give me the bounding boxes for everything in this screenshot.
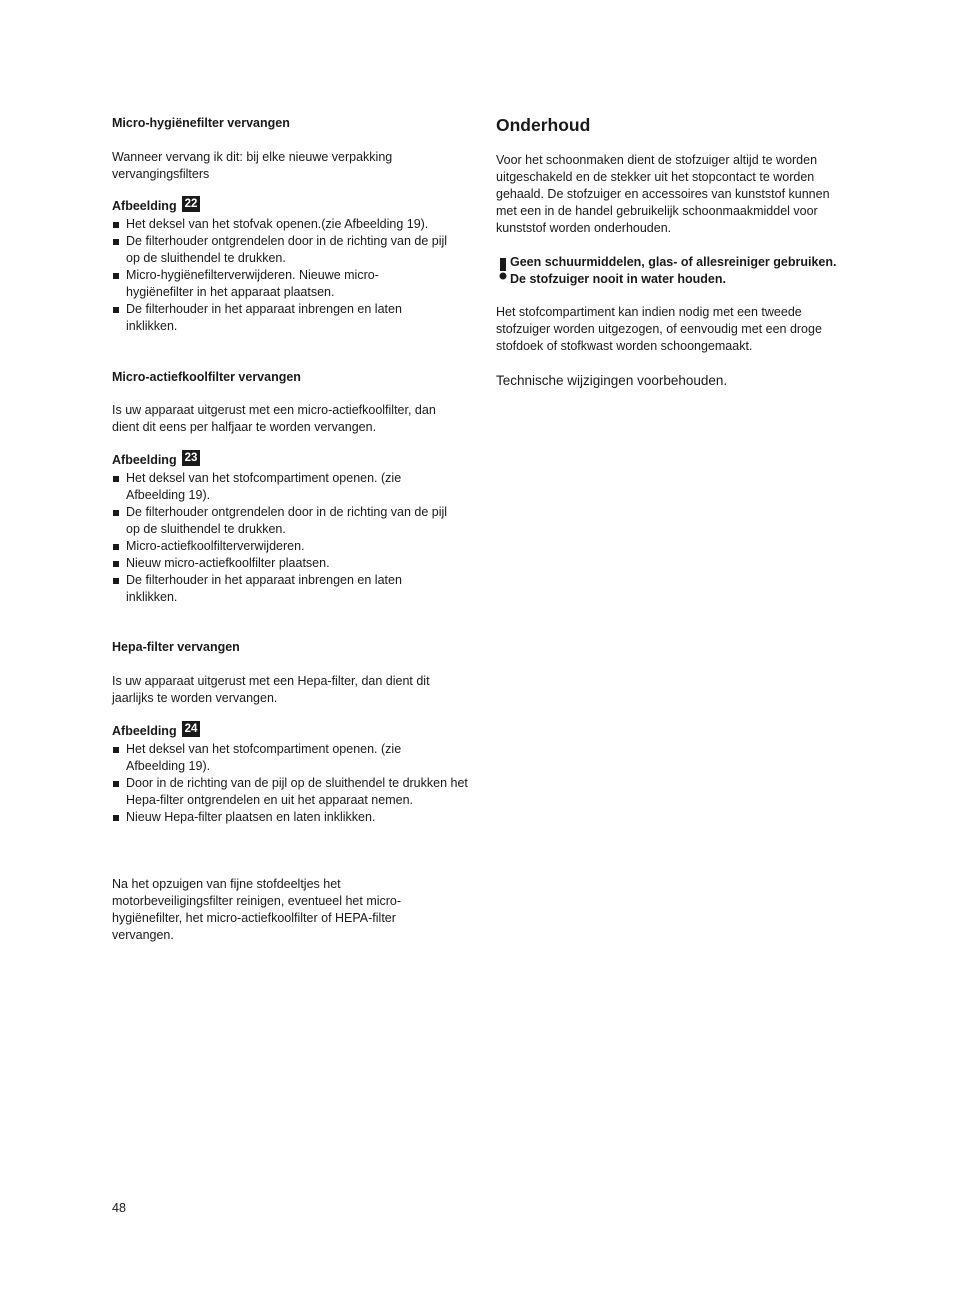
square-bullet-icon [113, 747, 119, 753]
square-bullet-icon [113, 307, 119, 313]
exclamation-icon [498, 258, 508, 280]
list-item: Het deksel van het stofcompartiment openen. (zie Afbeelding 19). [112, 470, 436, 504]
square-bullet-icon [113, 273, 119, 279]
closing-note: Na het opzuigen van fijne stofdeeltjes het motorbeveiligingsfilter reinigen, eventueel het micro-hygiënefilter, het micro-actiefkoolfilter of HEPA-filter vervangen. [112, 877, 402, 942]
maintenance-heading: Onderhoud [496, 115, 591, 135]
section-heading-hepa: Hepa-filter vervangen [112, 640, 240, 654]
square-bullet-icon [113, 222, 119, 228]
figure-label: Afbeelding [112, 453, 177, 467]
square-bullet-icon [113, 510, 119, 516]
list-item: De filterhouder in het apparaat inbrengen en laten inklikken. [112, 301, 436, 335]
square-bullet-icon [113, 561, 119, 567]
warning-notice [496, 254, 841, 288]
figure-number-badge: 23 [182, 450, 201, 466]
disclaimer-text: Technische wijzigingen voorbehouden. [496, 373, 728, 388]
square-bullet-icon [113, 578, 119, 584]
list-item: De filterhouder in het apparaat inbrengen en laten inklikken. [112, 572, 436, 606]
list-item: Het deksel van het stofcompartiment openen. (zie Afbeelding 19). [112, 741, 436, 775]
list-item: Micro-hygiënefilterverwijderen. Nieuwe micro-hygiënefilter in het apparaat plaatsen. [112, 267, 396, 301]
steps-list-hepa [112, 741, 468, 826]
square-bullet-icon [113, 239, 119, 245]
maintenance-intro: Voor het schoonmaken dient de stofzuiger altijd te worden uitgeschakeld en de stekker uit het stopcontact te worden gehaald. De stofzuiger en accessoires van kunststof kunnen met een in de handel gebruikelijk schoonmaakmiddel voor kunststof worden onderhouden. [496, 153, 830, 235]
section-intro-micro-hygiene: Wanneer vervang ik dit: bij elke nieuwe verpakking vervangingsfilters [112, 150, 393, 181]
figure-number-badge: 22 [182, 196, 201, 212]
square-bullet-icon [113, 544, 119, 550]
warning-text: Geen schuurmiddelen, glas- of allesreiniger gebruiken. De stofzuiger nooit in water houden. [510, 255, 837, 286]
list-item: Micro-actiefkoolfilterverwijderen. [112, 538, 457, 555]
figure-reference-23 [112, 452, 200, 469]
section-intro-micro-carbon: Is uw apparaat uitgerust met een micro-actiefkoolfilter, dan dient dit eens per halfjaar te worden vervangen. [112, 403, 436, 434]
list-item: Nieuw Hepa-filter plaatsen en laten inklikken. [112, 809, 457, 826]
square-bullet-icon [113, 781, 119, 787]
figure-reference-24 [112, 723, 200, 740]
section-heading-micro-carbon: Micro-actiefkoolfilter vervangen [112, 370, 301, 384]
list-item: De filterhouder ontgrendelen door in de richting van de pijl op de sluithendel te drukken. [112, 504, 457, 538]
section-heading-micro-hygiene: Micro-hygiënefilter vervangen [112, 116, 290, 130]
section-intro-hepa: Is uw apparaat uitgerust met een Hepa-filter, dan dient dit jaarlijks te worden vervangen. [112, 674, 430, 705]
page-number: 48 [112, 1201, 126, 1215]
figure-number-badge: 24 [182, 721, 201, 737]
steps-list-micro-hygiene [112, 216, 457, 335]
list-item: De filterhouder ontgrendelen door in de richting van de pijl op de sluithendel te drukken. [112, 233, 457, 267]
square-bullet-icon [113, 476, 119, 482]
figure-label: Afbeelding [112, 199, 177, 213]
steps-list-micro-carbon [112, 470, 457, 606]
list-item: Nieuw micro-actiefkoolfilter plaatsen. [112, 555, 457, 572]
list-item: Het deksel van het stofvak openen.(zie Afbeelding 19). [112, 216, 457, 233]
dust-compartment-text: Het stofcompartiment kan indien nodig met een tweede stofzuiger worden uitgezogen, of eenvoudig met een droge stofdoek of stofkwast worden schoongemaakt. [496, 305, 822, 353]
figure-label: Afbeelding [112, 724, 177, 738]
figure-reference-22 [112, 198, 200, 215]
list-item: Door in de richting van de pijl op de sluithendel te drukken het Hepa-filter ontgrendelen en uit het apparaat nemen. [112, 775, 471, 809]
square-bullet-icon [113, 815, 119, 821]
